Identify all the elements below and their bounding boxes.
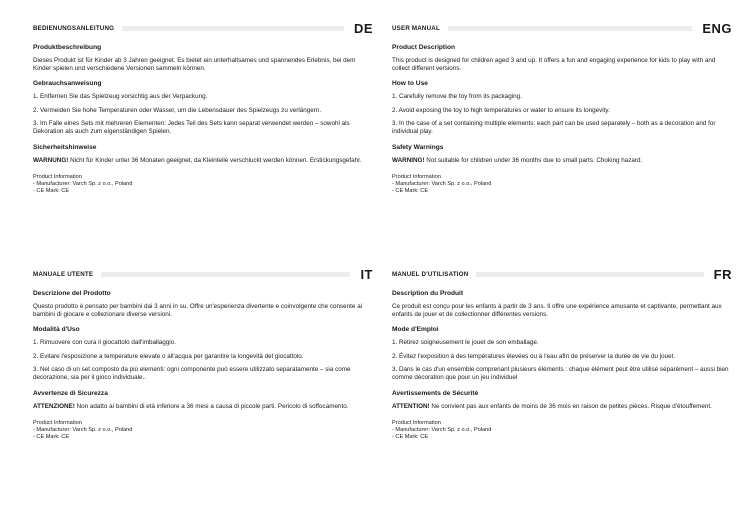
- heading-usage: Mode d'Emploi: [392, 326, 439, 334]
- section-header: [33, 20, 373, 36]
- section-header: [392, 266, 732, 282]
- usage-step-3: 3. In the case of a set containing multiple elements: each part can be used separately – both as a decoration and for individual play.: [392, 120, 716, 135]
- product-info-title: Product Information: [33, 420, 82, 427]
- heading-description: Produktbeschreibung: [33, 44, 102, 51]
- section-title: BEDIENUNGSANLEITUNG: [33, 24, 115, 32]
- product-info-manufacturer: - Manufacturer: Varch Sp. z o.o., Poland: [33, 181, 133, 188]
- product-info-title: Product Information: [392, 420, 441, 427]
- section-it: [33, 266, 373, 441]
- product-info-manufacturer: - Manufacturer: Varch Sp. z o.o., Poland: [392, 181, 492, 188]
- usage-step-2: 2. Evitare l'esposizione a temperature elevate o all'acqua per garantire la longevità del giocattolo.: [33, 352, 304, 360]
- warning-body: Nicht für Kinder unter 36 Monaten geeignet, da Kleinteile verschluckt werden können. Erstickungsgefahr.: [68, 156, 362, 164]
- product-info-manufacturer: - Manufacturer: Varch Sp. z o.o., Poland: [392, 427, 492, 434]
- product-info-title: Product Information: [392, 174, 441, 181]
- product-info-ce: - CE Mark: CE: [392, 188, 429, 195]
- language-code: IT: [360, 266, 373, 282]
- usage-step-2: 2. Vermeiden Sie hohe Temperaturen oder Wasser, um die Lebensdauer des Spielzeugs zu verlängern.: [33, 106, 322, 114]
- heading-safety: Safety Warnings: [392, 143, 444, 151]
- usage-step-1: 1. Carefully remove the toy from its packaging.: [392, 93, 522, 101]
- usage-step-3: 3. Dans le cas d'un ensemble comprenant plusieurs éléments : chaque élément peut être utilisé séparément – aussi bien comme décoration que pour un jeu individuel: [392, 366, 729, 381]
- warning-label: ATTENTION!: [392, 402, 430, 410]
- warning-text: [33, 157, 373, 165]
- header-divider: [122, 26, 344, 31]
- heading-safety: Sicherheitshinweise: [33, 143, 97, 151]
- description-text: This product is designed for children aged 3 and up. It offers a fun and engaging experience for kids to play with and collect different versions.: [392, 57, 716, 72]
- section-header: [33, 266, 373, 282]
- language-code: FR: [713, 266, 732, 282]
- header-divider: [448, 26, 692, 31]
- warning-text: [392, 403, 732, 411]
- section-en: [392, 20, 732, 195]
- usage-step-2: 2. Avoid exposing the toy to high temperatures or water to ensure its longevity.: [392, 106, 610, 114]
- heading-description: Description du Produit: [392, 290, 464, 297]
- product-info-manufacturer: - Manufacturer: Varch Sp. z o.o., Poland: [33, 427, 133, 434]
- usage-step-2: 2. Évitez l'exposition à des températures élevées ou à l'eau afin de préserver la durée de vie du jouet.: [392, 352, 676, 360]
- header-divider: [101, 272, 350, 277]
- description-text: Ce produit est conçu pour les enfants à partir de 3 ans. Il offre une expérience amusante et captivante, permettant aux enfants de jouer et de collectionner différentes versions.: [392, 303, 722, 318]
- section-fr: [392, 266, 732, 441]
- heading-usage: Gebrauchsanweisung: [33, 80, 102, 88]
- heading-safety: Avertissements de Sécurité: [392, 389, 479, 397]
- product-info-title: Product Information: [33, 174, 82, 181]
- warning-label: WARNUNG!: [33, 156, 69, 164]
- usage-step-1: 1. Entfernen Sie das Spielzeug vorsichtig aus der Verpackung.: [33, 93, 208, 101]
- language-code: DE: [353, 20, 373, 36]
- description-text: Questo prodotto è pensato per bambini dai 3 anni in su. Offre un'esperienza divertente e coinvolgente che consente ai bambini di giocare e collezionare diverse versioni.: [33, 303, 363, 318]
- section-title: MANUALE UTENTE: [33, 270, 94, 278]
- section-title: USER MANUAL: [392, 24, 440, 32]
- heading-usage: Modalità d'Uso: [33, 326, 80, 334]
- header-divider: [476, 272, 703, 277]
- section-title: MANUEL D'UTILISATION: [392, 270, 469, 278]
- language-code: ENG: [702, 20, 732, 36]
- warning-text: [392, 157, 732, 165]
- heading-usage: How to Use: [392, 80, 428, 88]
- usage-step-3: 3. Im Falle eines Sets mit mehreren Elementen: Jedes Teil des Sets kann separat verwendet werden – sowohl als Dekoration als auch zum eigenständigen Spielen.: [33, 120, 350, 135]
- product-info: [392, 174, 732, 195]
- usage-step-1: 1. Retirez soigneusement le jouet de son emballage.: [392, 339, 539, 347]
- product-info: [392, 420, 732, 441]
- product-info: [33, 174, 373, 195]
- section-de: [33, 20, 373, 195]
- product-info-ce: - CE Mark: CE: [33, 188, 70, 195]
- warning-label: WARNING!: [392, 156, 425, 164]
- heading-safety: Avvertenze di Sicurezza: [33, 389, 108, 397]
- section-header: [392, 20, 732, 36]
- product-info: [33, 420, 373, 441]
- heading-description: Product Description: [392, 44, 456, 51]
- warning-body: Non adatto ai bambini di età inferiore a 36 mesi a causa di piccole parti. Pericolo di soffocamento.: [74, 402, 349, 410]
- usage-step-1: 1. Rimuovere con cura il giocattolo dall'imballaggio.: [33, 339, 176, 347]
- product-info-ce: - CE Mark: CE: [392, 434, 429, 441]
- usage-step-3: 3. Nel caso di un set composto da più elementi: ogni componente può essere utilizzato separatamente – sia come decorazione, sia per il gioco individuale..: [33, 366, 351, 381]
- product-info-ce: - CE Mark: CE: [33, 434, 70, 441]
- warning-label: ATTENZIONE!: [33, 402, 75, 410]
- warning-body: Ne convient pas aux enfants de moins de 36 mois en raison de petites pièces. Risque d'étouffement.: [429, 402, 712, 410]
- warning-text: [33, 403, 373, 411]
- heading-description: Descrizione del Prodotto: [33, 290, 111, 297]
- warning-body: Not suitable for children under 36 months due to small parts. Choking hazard.: [424, 156, 643, 164]
- description-text: Dieses Produkt ist für Kinder ab 3 Jahren geeignet. Es bietet ein unterhaltsames und spannendes Erlebnis, bei dem Kinder spielen und verschiedene Versionen sammeln können.: [33, 57, 356, 72]
